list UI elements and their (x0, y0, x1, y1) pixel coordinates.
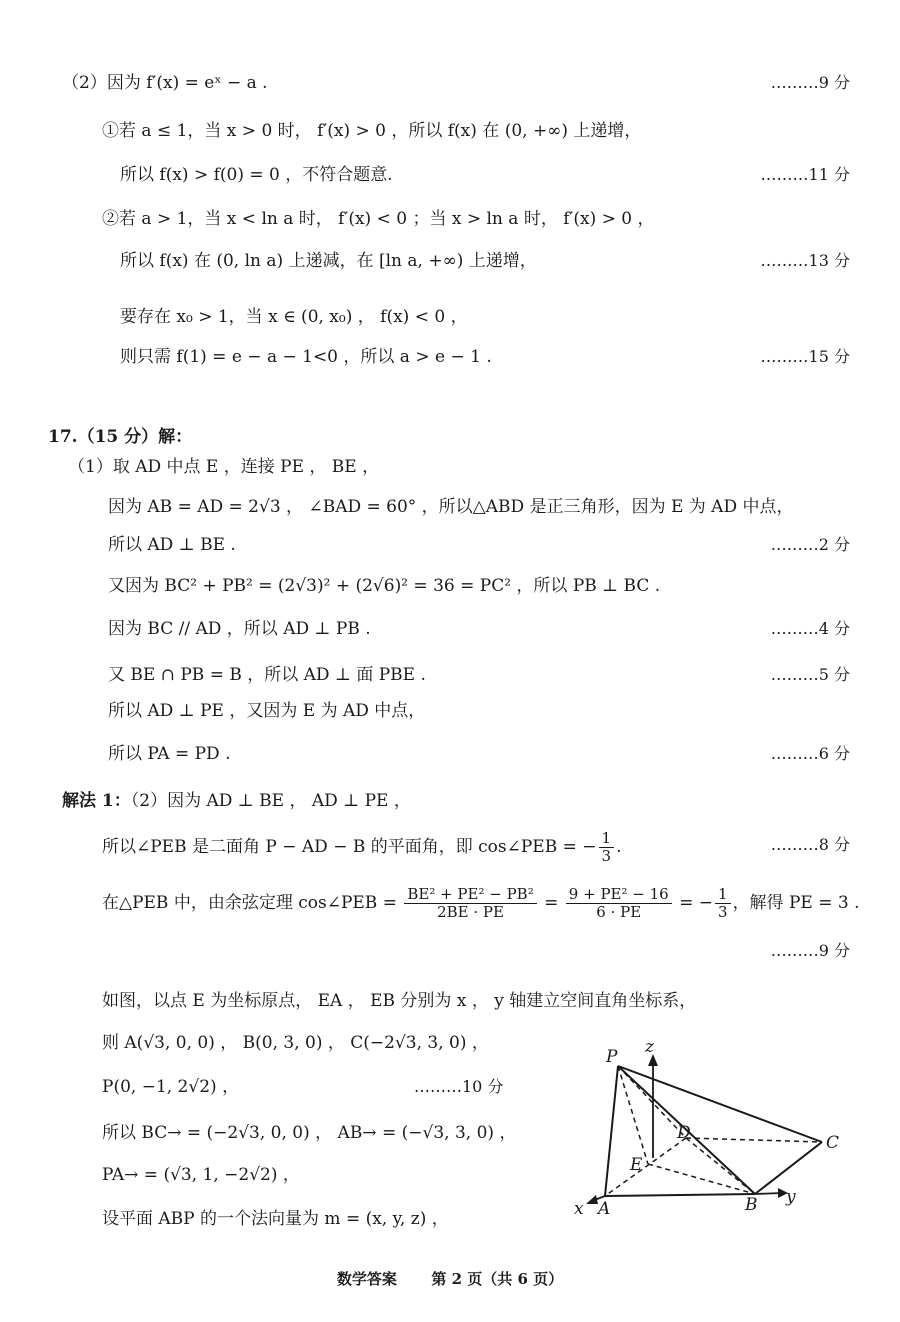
method-label: 解法 1： (62, 791, 131, 811)
q17-normal-vector: 设平面 ABP 的一个法向量为 m = (x, y, z) ， (102, 1209, 449, 1229)
frac-den: 3 (601, 847, 612, 865)
q17-part1-line5: 因为 BC // AD ，所以 AD ⊥ PB . (108, 619, 371, 639)
q16-case1-line: ①若 a ≤ 1，当 x > 0 时， f′(x) > 0 ，所以 f(x) 在 (0, +∞) 上递增， (102, 121, 642, 141)
fraction-substituted (566, 886, 672, 921)
fraction-cosine-law (404, 886, 536, 921)
fraction-one-third-2 (715, 886, 731, 921)
label-B: B (745, 1195, 758, 1215)
score-5: ………5 分 (770, 665, 850, 684)
q17-heading: 17.（15 分）解： (48, 427, 193, 447)
footer-page-number: 第 2 页（共 6 页） (431, 1270, 564, 1288)
q16-case1-conclusion: 所以 f(x) > f(0) = 0 ，不符合题意. (120, 165, 393, 185)
label-E: E (630, 1155, 643, 1175)
q17-part2-line4: 如图，以点 E 为坐标原点， EA ， EB 分别为 x ， y 轴建立空间直角坐标系， (102, 991, 697, 1011)
score-2: ………2 分 (770, 535, 850, 554)
frac-num: 1 (599, 830, 615, 848)
q16-case2-line: ②若 a > 1，当 x < ln a 时， f′(x) < 0 ；当 x > ln a 时， f′(x) > 0 ， (102, 209, 655, 229)
q17-part2-line2 (102, 830, 621, 865)
score-15: ………15 分 (760, 347, 850, 366)
q17-coords-line1: 则 A(√3, 0, 0) ， B(0, 3, 0) ， C(−2√3, 3, 0) ， (102, 1033, 489, 1053)
label-P: P (606, 1047, 618, 1067)
fraction-one-third (599, 830, 615, 865)
period: . (616, 837, 622, 857)
footer-subject: 数学答案 (336, 1270, 397, 1288)
score-11: ………11 分 (760, 165, 850, 184)
q16-case2-monotonic: 所以 f(x) 在 (0, ln a) 上递减，在 [ln a, +∞) 上递增， (120, 251, 537, 271)
score-8: ………8 分 (770, 835, 850, 854)
label-z: z (645, 1037, 654, 1057)
q17-part2-line3 (102, 886, 860, 921)
q16-case2-conclusion: 则只需 f(1) = e − a − 1<0 ，所以 a > e − 1 . (120, 347, 492, 367)
frac-den: 3 (718, 903, 728, 921)
q17-vectors-line1: 所以 BC→ = (−2√3, 0, 0) ， AB→ = (−√3, 3, 0) ， (102, 1123, 517, 1143)
pyramid-figure (560, 1036, 860, 1226)
label-A: A (598, 1199, 611, 1219)
q17-method1-line (62, 790, 411, 812)
q17-vectors-line2: PA→ = (√3, 1, −2√2) ， (102, 1165, 300, 1185)
q17-coords-line2: P(0, −1, 2√2) ， (102, 1077, 240, 1097)
score-4: ………4 分 (770, 619, 850, 638)
frac-num: 9 + PE² − 16 (566, 886, 672, 904)
q17-part1-line4: 又因为 BC² + PB² = (2√3)² + (2√6)² = 36 = PC² ，所以 PB ⊥ BC . (108, 576, 661, 596)
q17-part1-line7: 所以 AD ⊥ PE ，又因为 E 为 AD 中点， (108, 701, 426, 721)
score-9: ………9 分 (770, 73, 850, 92)
page-footer (0, 1268, 900, 1289)
q16-part2-line1: （2）因为 f′(x) = eˣ − a . (62, 73, 268, 93)
score-10: ………10 分 (414, 1077, 504, 1096)
score-13: ………13 分 (760, 251, 850, 270)
score-6: ………6 分 (770, 744, 850, 763)
frac-num: 1 (715, 886, 731, 904)
frac-num: BE² + PE² − PB² (404, 886, 536, 904)
label-x: x (574, 1199, 584, 1219)
label-y: y (786, 1187, 796, 1207)
q17-part1-line6: 又 BE ∩ PB = B ，所以 AD ⊥ 面 PBE . (108, 665, 426, 685)
q16-case2-exist: 要存在 x₀ > 1，当 x ∈ (0, x₀) ， f(x) < 0 ， (120, 307, 468, 327)
label-C: C (826, 1133, 840, 1153)
equals: = (544, 893, 559, 913)
solve-pe: ，解得 PE = 3 . (732, 893, 860, 913)
cosine-law-text: 在△PEB 中，由余弦定理 cos∠PEB = (102, 893, 397, 913)
frac-den: 6 · PE (596, 903, 642, 921)
score-9b: ………9 分 (770, 941, 850, 960)
label-D: D (677, 1123, 691, 1143)
frac-den: 2BE · PE (437, 903, 504, 921)
q17-part1-line3: 所以 AD ⊥ BE . (108, 535, 236, 555)
dihedral-text: 所以∠PEB 是二面角 P − AD − B 的平面角，即 cos∠PEB = − (102, 837, 597, 857)
q17-part2-line1: （2）因为 AD ⊥ BE ， AD ⊥ PE ， (130, 791, 411, 811)
equals-minus: = − (679, 893, 714, 913)
q17-part1-line2: 因为 AB = AD = 2√3 ， ∠BAD = 60° ，所以△ABD 是正三角形，因为 E 为 AD 中点， (108, 497, 794, 517)
q17-part1-line8: 所以 PA = PD . (108, 744, 231, 764)
q17-part1-line1: （1）取 AD 中点 E ，连接 PE ， BE ， (68, 457, 380, 477)
